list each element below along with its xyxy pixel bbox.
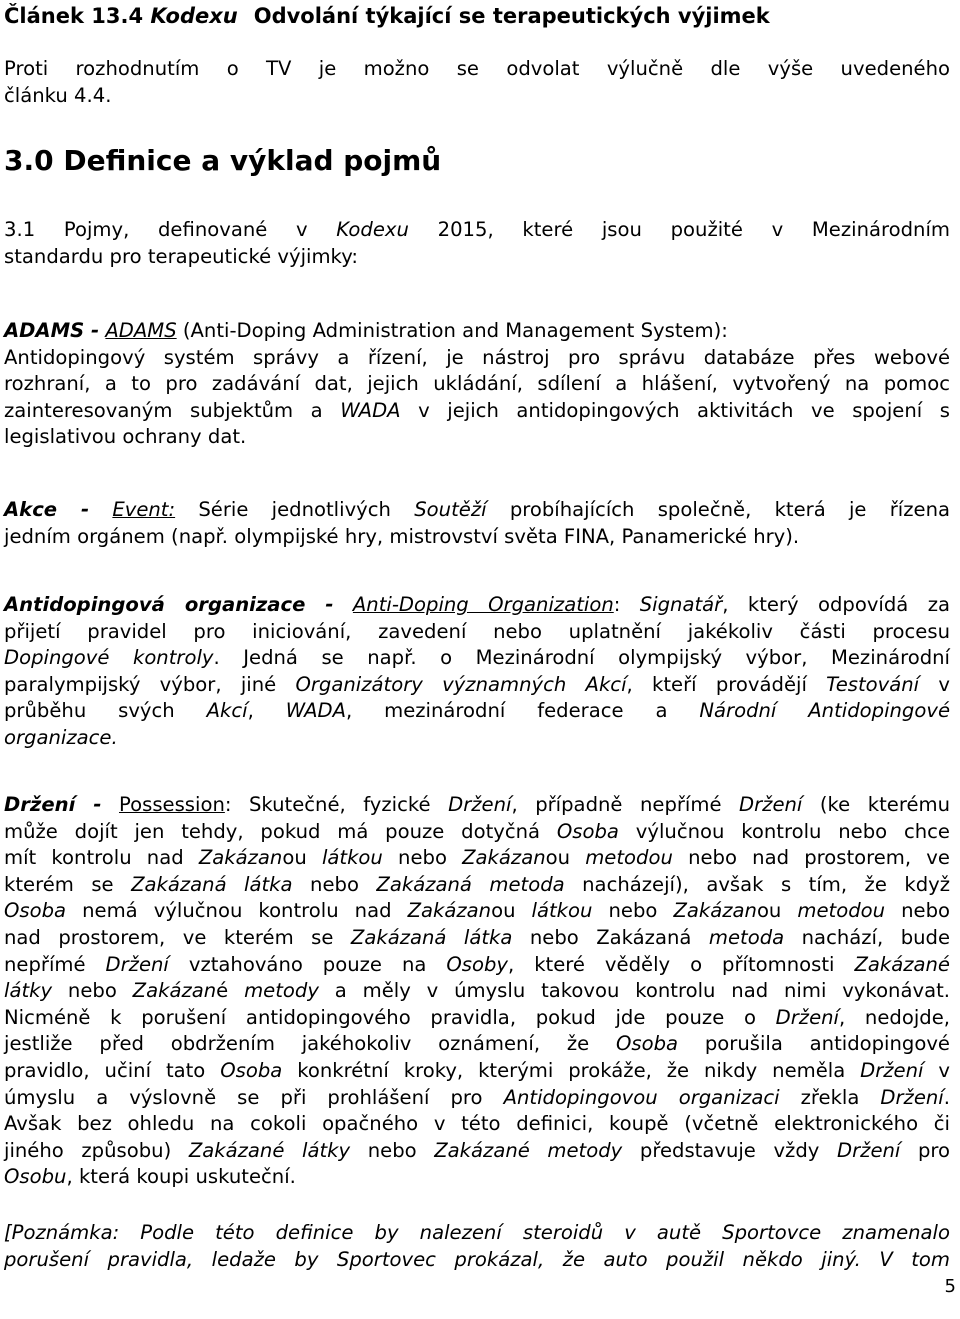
definition-adams: ADAMS - ADAMS (Anti-Doping Administration and Management System): Antidopingový systém správy a řízení, je nástroj pro správu databáze přes webové rozhraní, a to pro zadávání dat, jejich ukládání, sdílení a hlášení, vytvořený na pomoc zainteresovaným subjektům a WADA v jejich antidopingových aktivitách ve spojení s legislativou ochrany dat. (4, 319, 950, 449)
page-number: 5 (944, 1276, 956, 1297)
article-heading: Článek 13.4 Kodexu Odvolání týkající se terapeutických výjimek (4, 4, 770, 28)
section-heading: 3.0 Definice a výklad pojmů (4, 144, 442, 177)
definition-antidoping-organization: Antidopingová organizace - Anti-Doping Organization: Signatář, který odpovídá za přijetí pravidel pro iniciování, zavedení nebo uplatnění jakékoliv části procesu Dopingové kontroly. Jedná se např. o Mezinárodní olympijský výbor, Mezinárodní paralympijský výbor, jiné Organizátory významných Akcí, kteří provádějí Testování v průběhu svých Akcí, WADA, mezinárodní federace a Národní Antidopingové organizace. (4, 593, 951, 749)
note-paragraph: [Poznámka: Podle této definice by nalezení steroidů v autě Sportovce znamenalo porušení pravidla, ledaže by Sportovec prokázal, že auto použil někdo jiný. V tom (4, 1221, 950, 1271)
definition-akce: Akce - Event: Série jednotlivých Soutěží probíhajících společně, která je řízena jedním orgánem (např. olympijské hry, mistrovství světa FINA, Panamerické hry). (4, 498, 951, 548)
intro-paragraph: 3.1 Pojmy, definované v Kodexu 2015, které jsou použité v Mezinárodním standardu pro terapeutické výjimky: (4, 218, 950, 268)
definition-possession: Držení - Possession: Skutečné, fyzické Držení, případně nepřímé Držení (ke kterému může dojít jen tehdy, pokud má pouze dotyčná Osoba výlučnou kontrolu nebo chce mít kontrolu nad Zakázanou látkou nebo Zakázanou metodou nebo nad prostorem, ve kterém se Zakázaná látka nebo Zakázaná metoda nacházejí), avšak s tím, že když Osoba nemá výlučnou kontrolu nad Zakázanou látkou nebo Zakázanou metodou nebo nad prostorem, ve kterém se Zakázaná látka nebo Zakázaná metoda nachází, bude nepřímé Držení vztahováno pouze na Osoby, které věděly o přítomnosti Zakázané látky nebo Zakázané metody a měly v úmyslu takovou kontrolu nad nimi vykonávat. Nicméně k porušení antidopingového pravidla, pokud jde pouze o Držení, nedojde, jestliže před obdržením jakéhokoliv oznámení, že Osoba porušila antidopingové pravidlo, učiní tato Osoba konkrétní kroky, kterými prokáže, že nikdy neměla Držení v úmyslu a výslovně se při prohlášení pro Antidopingovou organizaci zřekla Držení. Avšak bez ohledu na cokoli opačného v této definici, koupě (včetně elektronického či jiného způsobu) Zakázané látky nebo Zakázané metody představuje vždy Držení pro Osobu, která koupi uskuteční. (4, 793, 951, 1189)
appeal-paragraph: Proti rozhodnutím o TV je možno se odvolat výlučně dle výše uvedeného článku 4.4. (4, 57, 950, 107)
